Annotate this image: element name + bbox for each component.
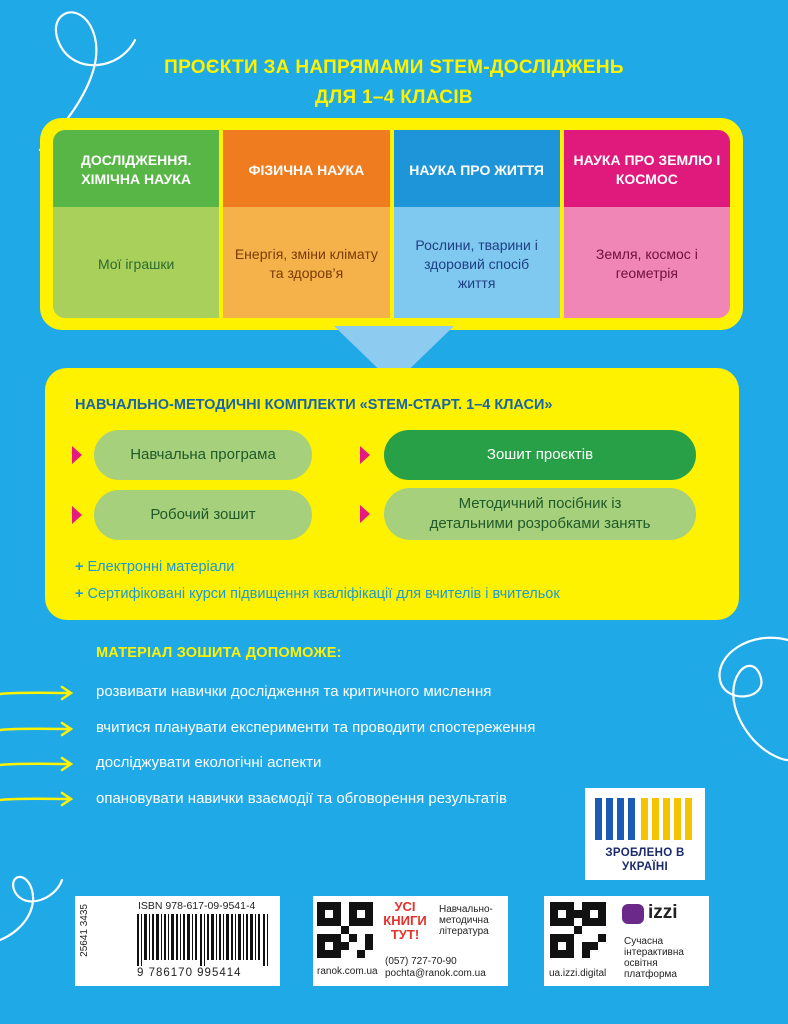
pointer-triangle-icon <box>360 505 370 523</box>
izzi-brand: izzi <box>648 902 678 923</box>
ukraine-stripes-icon <box>585 788 705 844</box>
decor-swirl-right <box>700 620 788 770</box>
isbn-barcode-box <box>75 896 280 986</box>
kit-extra-label: Сертифіковані курси підвищення кваліфікації для вчителів і вчительок <box>87 586 560 602</box>
izzi-site: ua.izzi.digital <box>549 968 607 979</box>
plus-icon: + <box>75 559 84 575</box>
direction-header-chemistry: ДОСЛІДЖЕННЯ. ХІМІЧНА НАУКА <box>53 130 219 207</box>
ranok-slogan-line: ТУТ! <box>390 927 420 942</box>
direction-topic-life: Рослини, тварини і здоровий спосіб життя <box>394 207 560 318</box>
benefit-item: розвивати навички дослідження та критичного мислення <box>96 683 492 700</box>
ranok-email: pochta@ranok.com.ua <box>385 968 486 979</box>
arrow-right-icon <box>0 789 75 809</box>
isbn-label: ISBN 978-617-09-9541-4 <box>138 900 256 912</box>
kit-title: НАВЧАЛЬНО-МЕТОДИЧНІ КОМПЛЕКТИ «STEM-СТАРТ. 1–4 КЛАСИ» <box>75 397 553 413</box>
kit-extra-courses <box>75 586 560 602</box>
ranok-slogan <box>375 900 435 942</box>
qr-code-icon <box>317 902 373 958</box>
benefit-item: досліджувати екологічні аспекти <box>96 754 322 771</box>
ranok-box <box>313 896 508 986</box>
ranok-slogan-line: УСІ <box>394 899 416 914</box>
ranok-site: ranok.com.ua <box>317 966 378 977</box>
kit-item-program: Навчальна програма <box>94 430 312 480</box>
pointer-triangle-icon <box>72 506 82 524</box>
direction-topic-chemistry: Мої іграшки <box>53 207 219 318</box>
direction-header-physics: ФІЗИЧНА НАУКА <box>223 130 389 207</box>
barcode-digits: 9 786170 995414 <box>137 967 242 979</box>
ranok-slogan-line: КНИГИ <box>383 913 427 928</box>
benefit-item: вчитися планувати експерименти та проводити спостереження <box>96 719 536 736</box>
kit-item-project-notebook: Зошит проєктів <box>384 430 696 480</box>
page-title-line-2: ДЛЯ 1–4 КЛАСІВ <box>315 87 473 108</box>
arrow-right-icon <box>0 754 75 774</box>
direction-topic-earth-space: Земля, космос і геометрія <box>564 207 730 318</box>
pointer-triangle-icon <box>360 446 370 464</box>
decor-swirl-bottom-left <box>0 850 70 950</box>
ranok-category: Навчально-методична література <box>439 904 493 937</box>
made-in-ukraine-label: ЗРОБЛЕНО В УКРАЇНІ <box>605 847 685 873</box>
benefit-item: опановувати навички взаємодії та обговорення результатів <box>96 790 507 807</box>
direction-header-earth-space: НАУКА ПРО ЗЕМЛЮ І КОСМОС <box>564 130 730 207</box>
izzi-description: Сучасна інтерактивна освітня платформа <box>624 936 684 980</box>
pointer-triangle-icon <box>72 446 82 464</box>
ranok-phone: (057) 727-70-90 <box>385 956 457 967</box>
kit-item-workbook: Робочий зошит <box>94 490 312 540</box>
benefits-title: МАТЕРІАЛ ЗОШИТА ДОПОМОЖЕ: <box>96 645 342 661</box>
kit-item-methodical-guide-label: Методичний посібник із детальними розробками занять <box>429 495 651 532</box>
directions-grid <box>53 130 730 318</box>
arrow-right-icon <box>0 719 75 739</box>
direction-topic-physics: Енергія, зміни клімату та здоров’я <box>223 207 389 318</box>
barcode-icon <box>137 914 275 966</box>
direction-header-life: НАУКА ПРО ЖИТТЯ <box>394 130 560 207</box>
kit-item-methodical-guide <box>384 488 696 540</box>
qr-code-icon <box>550 902 606 958</box>
izzi-box <box>544 896 709 986</box>
kit-extra-label: Електронні матеріали <box>87 559 235 575</box>
plus-icon: + <box>75 586 84 602</box>
izzi-logo-icon <box>622 904 644 924</box>
page-title-line-1: ПРОЄКТИ ЗА НАПРЯМАМИ STEM-ДОСЛІДЖЕНЬ <box>164 57 624 78</box>
kit-extra-electronic <box>75 559 234 575</box>
arrow-right-icon <box>0 683 75 703</box>
isbn-side-code: 25641 3435 <box>79 904 90 957</box>
